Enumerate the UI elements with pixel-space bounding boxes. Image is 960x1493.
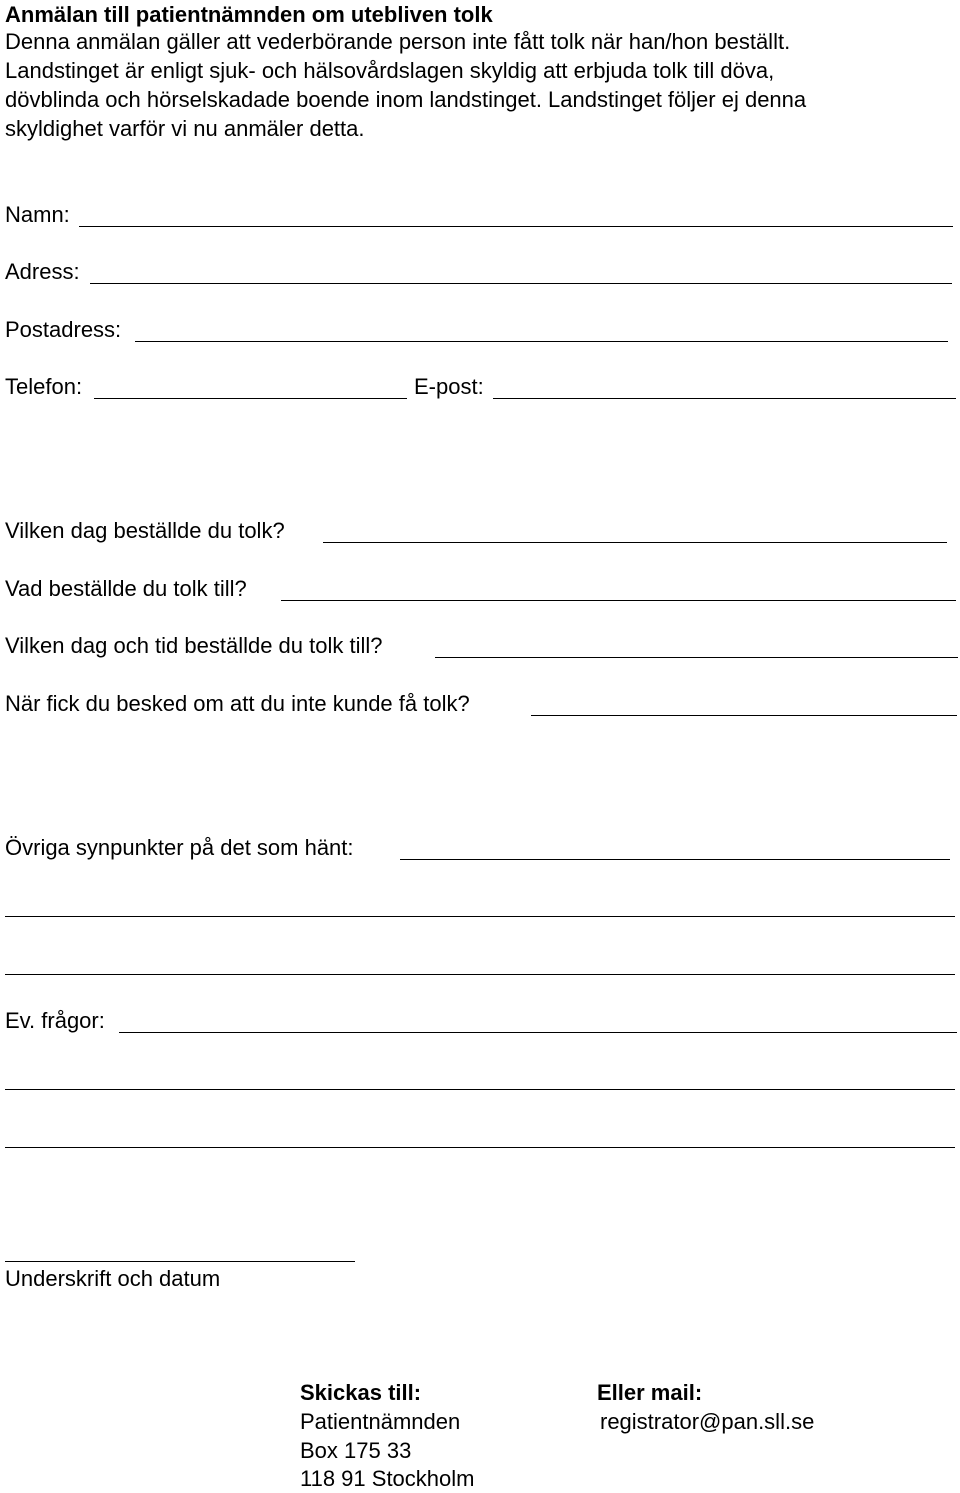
questions-field-line-1[interactable] bbox=[119, 1032, 957, 1033]
other-comments-field-line-1[interactable] bbox=[400, 859, 950, 860]
questions-label: Ev. frågor: bbox=[5, 1008, 105, 1033]
postal-address-field[interactable] bbox=[135, 341, 948, 342]
order-day-field[interactable] bbox=[323, 542, 947, 543]
question-order-day: Vilken dag beställde du tolk? bbox=[5, 518, 285, 543]
recipient-box: Box 175 33 bbox=[300, 1438, 412, 1463]
questions-field-line-2[interactable] bbox=[5, 1089, 955, 1090]
recipient-city: 118 91 Stockholm bbox=[300, 1466, 475, 1491]
question-notice-date: När fick du besked om att du inte kunde få tolk? bbox=[5, 691, 470, 716]
mail-heading: Eller mail: bbox=[597, 1380, 703, 1405]
question-order-purpose: Vad beställde du tolk till? bbox=[5, 576, 247, 601]
signature-label: Underskrift och datum bbox=[5, 1266, 221, 1291]
signature-field[interactable] bbox=[5, 1261, 355, 1262]
address-field[interactable] bbox=[90, 283, 952, 284]
send-to-heading: Skickas till: bbox=[300, 1380, 422, 1405]
question-order-datetime: Vilken dag och tid beställde du tolk till? bbox=[5, 633, 383, 658]
email-field[interactable] bbox=[493, 398, 956, 399]
postal-address-label: Postadress: bbox=[5, 317, 122, 342]
email-label: E-post: bbox=[414, 374, 484, 399]
phone-label: Telefon: bbox=[5, 374, 83, 399]
intro-line-1: Denna anmälan gäller att vederbörande person inte fått tolk när han/hon beställt. bbox=[5, 29, 791, 54]
other-comments-label: Övriga synpunkter på det som hänt: bbox=[5, 835, 354, 860]
phone-field[interactable] bbox=[94, 398, 407, 399]
address-label: Adress: bbox=[5, 259, 80, 284]
other-comments-field-line-2[interactable] bbox=[5, 916, 955, 917]
questions-field-line-3[interactable] bbox=[5, 1147, 955, 1148]
notice-date-field[interactable] bbox=[531, 715, 957, 716]
order-datetime-field[interactable] bbox=[435, 657, 958, 658]
intro-line-4: skyldighet varför vi nu anmäler detta. bbox=[5, 116, 365, 141]
other-comments-field-line-3[interactable] bbox=[5, 974, 955, 975]
intro-line-2: Landstinget är enligt sjuk- och hälsovårdslagen skyldig att erbjuda tolk till döva, bbox=[5, 58, 775, 83]
mail-address: registrator@pan.sll.se bbox=[600, 1409, 815, 1434]
name-label: Namn: bbox=[5, 202, 70, 227]
name-field[interactable] bbox=[79, 226, 953, 227]
intro-line-3: dövblinda och hörselskadade boende inom landstinget. Landstinget följer ej denna bbox=[5, 87, 807, 112]
recipient-name: Patientnämnden bbox=[300, 1409, 461, 1434]
order-purpose-field[interactable] bbox=[281, 600, 956, 601]
form-title: Anmälan till patientnämnden om utebliven tolk bbox=[5, 2, 493, 27]
